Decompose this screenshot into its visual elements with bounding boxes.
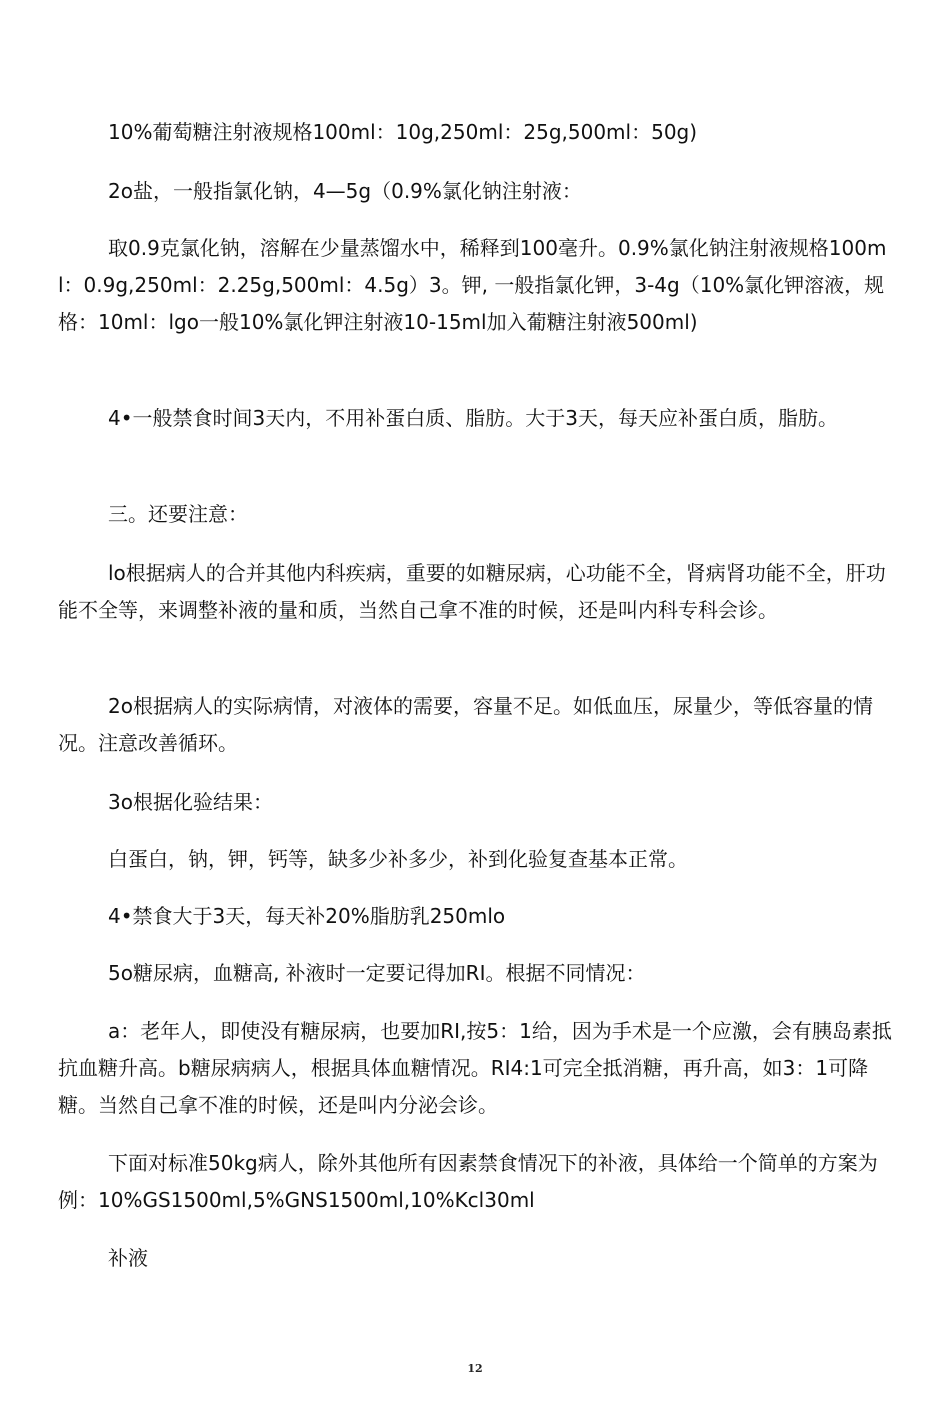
paragraph-electrolytes: 白蛋白，钠，钾，钙等，缺多少补多少，补到化验复查基本正常。 (108, 847, 688, 871)
paragraph-fat-emulsion: 4•禁食大于3天，每天补20%脂肪乳250mlo (108, 904, 506, 928)
paragraph-insulin: a：老年人，即使没有糖尿病，也要加RI,按5：1给，因为手术是一个应激，会有胰岛素抵抗血糖升高。b糖尿病病人，根据具体血糖情况。RI4:1可完全抵消糖，再升高，如3：1可降糖。当然自己拿不准的时候，还是叫内分泌会诊。 (58, 1019, 892, 1117)
paragraph-glucose-spec: 10%葡萄糖注射液规格100ml：10g,250ml：25g,500ml：50g) (108, 120, 698, 144)
paragraph-example-plan: 下面对标准50kg病人，除外其他所有因素禁食情况下的补液，具体给一个简单的方案为例：10%GS1500ml,5%GNS1500ml,10%Kcl30ml (58, 1151, 878, 1212)
paragraph-salt: 2o盐，一般指氯化钠，4—5g（0.9%氯化钠注射液： (108, 179, 582, 203)
paragraph-saline-potassium: 取0.9克氯化钠，溶解在少量蒸馏水中，稀释到100毫升。0.9%氯化钠注射液规格100ml：0.9g,250ml：2.25g,500ml：4.5g）3。钾, 一般指氯化钾，3-4g（10%氯化钾溶液，规格：10ml：lgo一般10%氯化钾注射液10-15ml加入葡糖注射液500ml) (58, 236, 887, 334)
paragraph-diabetes: 5o糖尿病，血糖高, 补液时一定要记得加RI。根据不同情况： (108, 961, 646, 985)
paragraph-volume: 2o根据病人的实际病情，对液体的需要，容量不足。如低血压，尿量少，等低容量的情况。注意改善循环。 (58, 694, 873, 755)
paragraph-fluid: 补液 (108, 1246, 148, 1270)
paragraph-protein-fat: 4•一般禁食时间3天内，不用补蛋白质、脂肪。大于3天，每天应补蛋白质，脂肪。 (108, 406, 838, 430)
paragraph-comorbidities: lo根据病人的合并其他内科疾病，重要的如糖尿病，心功能不全，肾病肾功能不全，肝功能不全等，来调整补液的量和质，当然自己拿不准的时候，还是叫内科专科会诊。 (58, 561, 886, 622)
paragraph-lab-results: 3o根据化验结果： (108, 790, 273, 814)
section-heading-notes: 三。还要注意： (108, 502, 248, 526)
page-number: 12 (467, 1362, 483, 1375)
